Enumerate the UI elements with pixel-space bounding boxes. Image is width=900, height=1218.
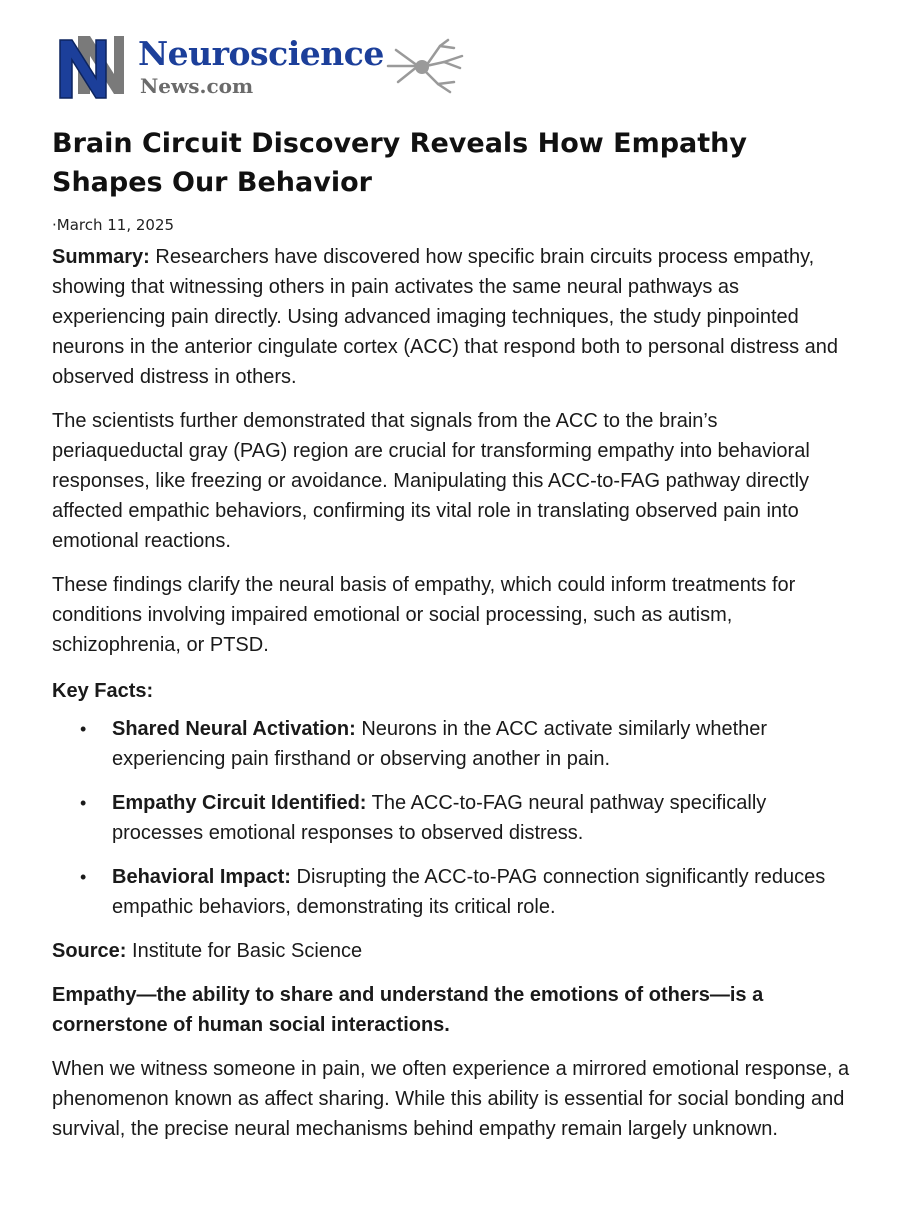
- key-fact-text: Disrupting the ACC-to-PAG connection significantly reduces empathic behaviors, demonstrating its critical role.: [112, 866, 826, 918]
- key-fact-text: The ACC-to-FAG neural pathway specifically processes emotional responses to observed distress.: [112, 792, 767, 844]
- summary-label: Summary:: [52, 246, 150, 268]
- key-fact-item: [52, 862, 852, 922]
- source-line: [52, 936, 852, 966]
- nn-logo-icon: [56, 30, 134, 100]
- logo-wordmark: Neuroscience: [138, 34, 384, 73]
- bullet-icon: •: [80, 719, 87, 739]
- article-page: [52, 30, 852, 1144]
- key-fact-text: Neurons in the ACC activate similarly whether experiencing pain firsthand or observing another in pain.: [112, 718, 768, 770]
- key-fact-label: Empathy Circuit Identified:: [112, 792, 367, 814]
- article-date: ·March 11, 2025: [52, 216, 175, 234]
- neuron-icon: [378, 36, 474, 96]
- key-fact-label: Behavioral Impact:: [112, 866, 291, 888]
- key-fact-item: [52, 788, 852, 848]
- paragraph-2: The scientists further demonstrated that signals from the ACC to the brain’s periaqueductal gray (PAG) region are crucial for transforming empathy into behavioral responses, like freezing or avoidance. Manipulating this ACC-to-FAG pathway directly affected empathic behaviors, confirming its vital role in translating observed pain into emotional reactions.: [52, 410, 810, 552]
- key-fact-item: [52, 714, 852, 774]
- key-facts-heading: Key Facts:: [52, 680, 154, 702]
- paragraph-3: These findings clarify the neural basis of empathy, which could inform treatments for conditions involving impaired emotional or social processing, such as autism, schizophrenia, or PTSD.: [52, 574, 796, 656]
- paragraph-4: When we witness someone in pain, we often experience a mirrored emotional response, a phenomenon known as affect sharing. While this ability is essential for social bonding and survival, the precise neural mechanisms behind empathy remain largely unknown.: [52, 1058, 850, 1140]
- site-logo[interactable]: [52, 30, 472, 106]
- logo-subtext: News.com: [140, 74, 254, 98]
- source-text: Institute for Basic Science: [126, 940, 363, 962]
- lead-paragraph: Empathy—the ability to share and understand the emotions of others—is a cornerstone of human social interactions.: [52, 984, 764, 1036]
- source-label: Source:: [52, 940, 127, 962]
- key-fact-label: Shared Neural Activation:: [112, 718, 356, 740]
- summary-paragraph: [52, 242, 852, 392]
- bullet-icon: •: [80, 793, 87, 813]
- bullet-icon: •: [80, 867, 87, 887]
- article-body: [52, 242, 852, 1144]
- article-title: Brain Circuit Discovery Reveals How Empathy Shapes Our Behavior: [52, 128, 747, 198]
- summary-text: Researchers have discovered how specific brain circuits process empathy, showing that witnessing others in pain activates the same neural pathways as experiencing pain directly. Using advanced imaging techniques, the study pinpointed neurons in the anterior cingulate cortex (ACC) that respond both to personal distress and observed distress in others.: [52, 246, 838, 388]
- key-facts-list: [52, 714, 852, 922]
